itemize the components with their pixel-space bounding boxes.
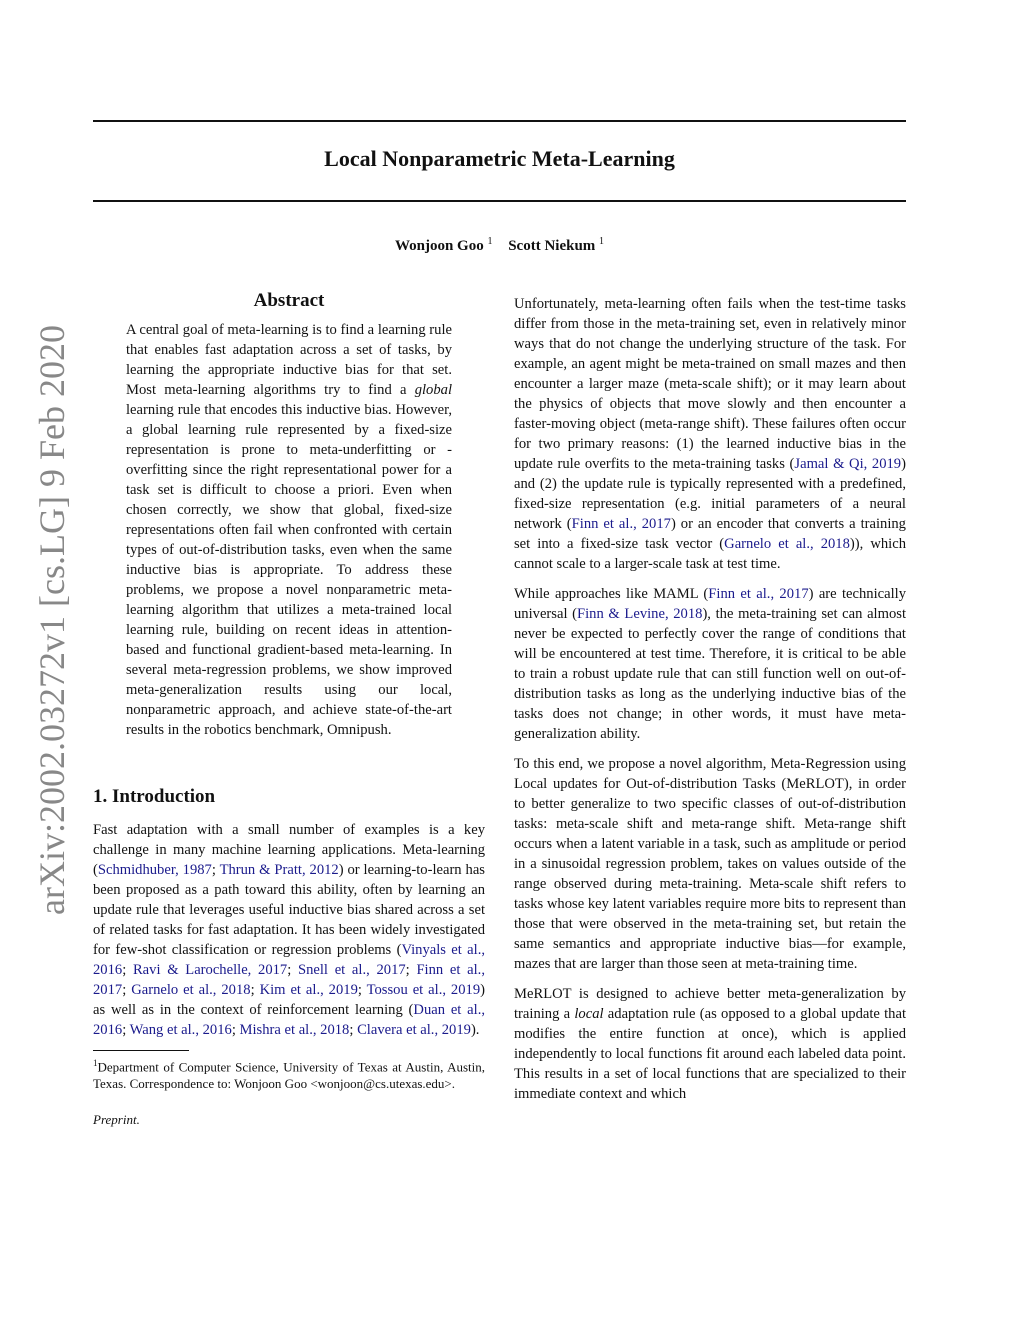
citation-link[interactable]: Duan et al., 2016 <box>93 1002 485 1038</box>
body-paragraph: While approaches like MAML (Finn et al., 2017) are technically universal (Finn & Levine, 2018), the meta-training set can almost never be expected to perfectly cover the range of conditions that will be encountered at test time. Therefore, it is critical to be able to train a robust update rule that can still function well on out-of-distribution tasks as long as the underlying inductive bias of the tasks does not change; in other words, it must have meta-generalization ability. <box>514 586 907 742</box>
left-column <box>93 290 485 1128</box>
footnote-rule <box>93 1050 189 1051</box>
title-rule-top <box>93 120 906 122</box>
citation-link[interactable]: Finn et al., 2017 <box>708 586 809 602</box>
title-rule-bottom <box>93 200 906 202</box>
body-paragraph: To this end, we propose a novel algorithm, Meta-Regression using Local updates for Out-of-distribution Tasks (MeRLOT), in order to better generalize to two specific classes of out-of-distribution tasks: meta-scale shift and meta-range shift. Meta-range shift occurs when a latent variable in a task, such as amplitude or period in a sinusoidal regression problem, takes on values outside of the range observed during meta-training. Meta-scale shift refers to tasks whose key latent variables require more bits to represent than those that were observed in the meta-training set, but retain the same semantics and appropriate inductive bias—for example, mazes that are larger than those seen at meta-training time. <box>514 756 906 972</box>
citation-link[interactable]: Finn et al., 2017 <box>571 516 671 532</box>
citation-link[interactable]: Vinyals et al., 2016 <box>93 942 486 978</box>
citation-link[interactable]: Jamal & Qi, 2019 <box>794 456 902 472</box>
citation-link[interactable]: Tossou et al., 2019 <box>366 982 481 998</box>
footnote: $^1$Department of Computer Science, University of Texas at Austin, Austin, Texas. Correspondence to: Wonjoon Goo <wonjoon@cs.utexas.edu>. <box>93 1058 485 1092</box>
citation-link[interactable]: Garnelo et al., 2018 <box>131 982 251 998</box>
citation-link[interactable]: Ravi & Larochelle, 2017 <box>132 962 288 978</box>
citation-link[interactable]: Finn et al., 2017 <box>93 962 485 998</box>
body-paragraph: MeRLOT is designed to achieve better meta-generalization by training a local adaptation rule (as opposed to a global update that modifies the entire function at once), which is applied independently to local functions fit around each labeled data point. This results in a set of local functions that are specialized to their immediate context and which <box>514 986 907 1102</box>
right-column <box>514 294 906 1114</box>
author: Wonjoon Goo $^1$ <box>394 236 493 254</box>
section-heading-introduction: 1. Introduction <box>93 786 216 807</box>
citation-link[interactable]: Clavera et al., 2019 <box>357 1022 471 1038</box>
abstract-body: A central goal of meta-learning is to find a learning rule that enables fast adaptation across a set of tasks, by learning the appropriate inductive bias for that set. Most meta-learning algorithms try to find a global learning rule that encodes this inductive bias. However, a global learning rule represented by a fixed-size representation is prone to meta-underfitting or -overfitting since the right representational power for a task set is difficult to choose a priori. Even when chosen correctly, we show that global, fixed-size representations often fail when confronted with certain types of out-of-distribution tasks, even when the same inductive bias is appropriate. To address these problems, we propose a novel nonparametric meta-learning algorithm that utilizes a meta-trained local learning rule, building on recent ideas in attention-based and functional gradient-based meta-learning. In several meta-regression problems, we show improved meta-generalization results using our local, nonparametric approach, and achieve state-of-the-art results in the robotics benchmark, Omnipush. <box>126 322 452 738</box>
author-list <box>93 236 906 255</box>
citation-link[interactable]: Snell et al., 2017 <box>297 962 406 978</box>
citation-link[interactable]: Schmidhuber, 1987 <box>97 862 212 878</box>
preprint-label: Preprint. <box>93 1112 140 1128</box>
citation-link[interactable]: Mishra et al., 2018 <box>239 1022 350 1038</box>
paper-title: Local Nonparametric Meta-Learning <box>324 146 675 171</box>
abstract-heading: Abstract <box>253 290 325 311</box>
citation-link[interactable]: Kim et al., 2019 <box>259 982 358 998</box>
arxiv-identifier: arXiv:2002.03272v1 [cs.LG] 9 Feb 2020 <box>32 325 72 915</box>
author: Scott Niekum $^1$ <box>508 236 605 254</box>
citation-link[interactable]: Finn & Levine, 2018 <box>577 606 703 622</box>
citation-link[interactable]: Thrun & Pratt, 2012 <box>219 862 339 878</box>
citation-link[interactable]: Wang et al., 2016 <box>129 1022 232 1038</box>
body-paragraph: Unfortunately, meta-learning often fails when the test-time tasks differ from those in the meta-training set, even in relatively minor ways that do not change the underlying structure of the task. For example, an agent might be meta-trained on small mazes and then encounter a larger maze (meta-scale shift); or it may learn about the physics of objects that move slowly and then encounter a faster-moving object (meta-range shift). These failures often occur for two primary reasons: (1) the learned inductive bias in the update rule overfits to the meta-training tasks (Jamal & Qi, 2019) and (2) the update rule is typically represented with a predefined, fixed-size representation (e.g. initial parameters of a neural network (Finn et al., 2017) or an encoder that converts a training set into a fixed-size task vector (Garnelo et al., 2018)), which cannot scale to a larger-scale task at test time. <box>514 296 907 572</box>
citation-link[interactable]: Garnelo et al., 2018 <box>724 536 850 552</box>
intro-paragraph: Fast adaptation with a small number of examples is a key challenge in many machine learning applications. Meta-learning (Schmidhuber, 1987; Thrun & Pratt, 2012) or learning-to-learn has been proposed as a path toward this ability, often by learning an update rule that leverages useful inductive bias shared across a set of related tasks for fast adaptation. It has been widely investigated for few-shot classification or regression problems (Vinyals et al., 2016; Ravi & Larochelle, 2017; Snell et al., 2017; Finn et al., 2017; Garnelo et al., 2018; Kim et al., 2019; Tossou et al., 2019) as well as in the context of reinforcement learning (Duan et al., 2016; Wang et al., 2016; Mishra et al., 2018; Clavera et al., 2019). <box>93 822 486 1038</box>
